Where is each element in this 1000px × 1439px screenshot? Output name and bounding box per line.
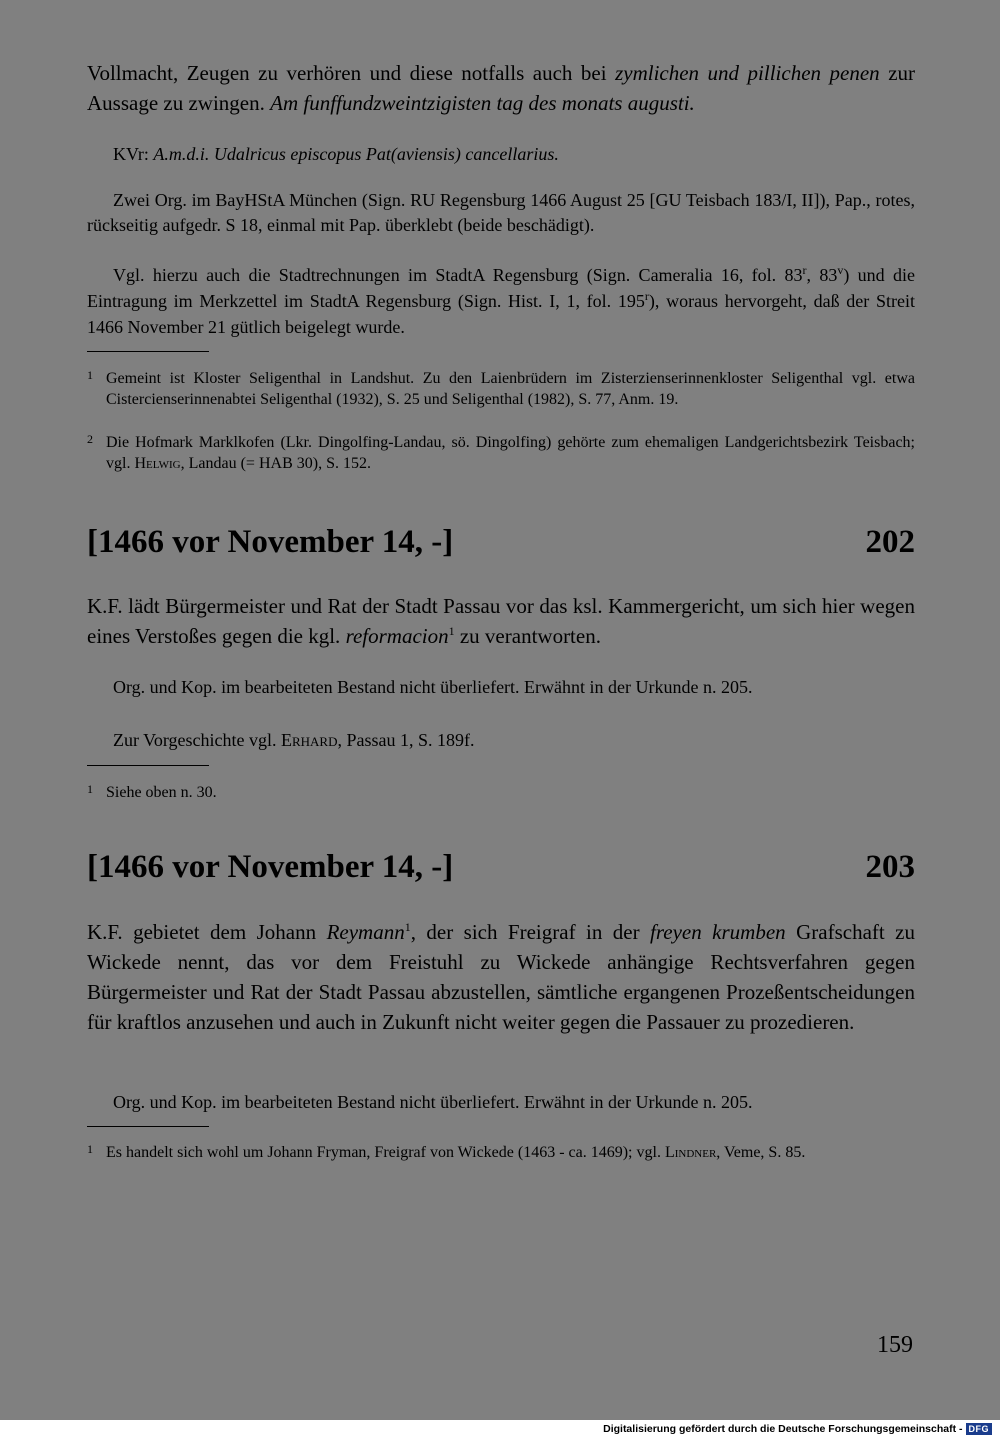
text-run: zymlichen und pillichen penen (615, 61, 880, 85)
text-run: Es handelt sich wohl um Johann Fryman, Freigraf von Wickede (1463 - ca. 1469); vgl. (106, 1144, 665, 1161)
footnote-number: 1 (87, 368, 93, 382)
entry-203-tradition: Org. und Kop. im bearbeiteten Bestand nicht überliefert. Erwähnt in der Urkunde n. 205. (113, 1092, 753, 1112)
kvr-line (87, 142, 915, 166)
entry-date: [1466 vor November 14, -] (87, 524, 454, 560)
text-run: reformacion (345, 624, 449, 648)
text-run: , der sich Freigraf in der (410, 920, 651, 944)
footnote-1 (87, 368, 915, 410)
entry-heading-203 (87, 847, 915, 887)
footnote-rule (87, 765, 209, 766)
text-run: K.F. gebietet dem Johann (87, 920, 327, 944)
text-run: , Passau 1, S. 189f. (337, 730, 475, 750)
entry-203-regest (87, 917, 915, 1037)
footnote-rule (87, 351, 209, 352)
entry-number: 202 (865, 524, 915, 560)
text-run: Die Hofmark Marklkofen (Lkr. Dingolfing-Landau, sö. Dingolfing) gehörte zum ehemaligen Landgerichtsbezirk Teisbach; vgl. (106, 434, 915, 472)
text-run: , Veme, S. 85. (716, 1144, 806, 1161)
text-run: ), woraus hervorgeht, daß der Streit 1466 November 21 gütlich beigelegt wurde. (87, 291, 915, 337)
footnote-203-1 (87, 1142, 915, 1163)
entry-202-literature (87, 728, 915, 752)
footnote-number: 2 (87, 432, 93, 446)
text-run: Vollmacht, Zeugen zu verhören und diese notfalls auch bei (87, 61, 616, 85)
footnote-202-1 (87, 782, 915, 803)
page-number: 159 (877, 1332, 913, 1358)
text-run: Am funffundzweintzigisten tag des monats augusti. (270, 91, 695, 115)
entry-heading-202 (87, 522, 915, 562)
footnote-text: Siehe oben n. 30. (106, 784, 217, 801)
superscript: r (802, 263, 807, 277)
text-run: K.F. lädt Bürgermeister und Rat der Stadt Passau vor das ksl. Kammergericht, um sich hier wegen eines Verstoßes gegen die kgl. (87, 594, 915, 648)
text-run: zur Aussage zu zwingen. (87, 61, 916, 115)
footnote-text: Gemeint ist Kloster Seligenthal in Landshut. Zu den Laienbrüdern im Zisterzienserinnenkloster Seligenthal vgl. etwa Cistercienserinnenabtei Seligenthal (1932), S. 25 und Seligenthal (1982), S. 77, Anm. 19. (106, 370, 915, 408)
entry-202-tradition: Org. und Kop. im bearbeiteten Bestand nicht überliefert. Erwähnt in der Urkunde n. 205. (113, 677, 753, 697)
footnote-number: 1 (87, 1142, 93, 1156)
text-run: A.m.d.i. Udalricus episcopus Pat(aviensis) cancellarius. (153, 144, 559, 164)
text-run: zu verantworten. (454, 624, 601, 648)
text-run: freyen krumben (650, 920, 786, 944)
text-run: Vgl. hierzu auch die Stadtrechnungen im StadtA Regensburg (Sign. Cameralia 16, fol. 83 (113, 265, 803, 285)
entry-202-regest (87, 591, 915, 651)
text-run: , 83 (806, 265, 838, 285)
author-name: Helwig (134, 455, 181, 472)
author-name: Erhard (280, 730, 338, 750)
text-run: ) und die Eintragung im Merkzettel im StadtA Regensburg (Sign. Hist. I, 1, fol. 195 (87, 265, 916, 311)
archive-note: Zwei Org. im BayHStA München (Sign. RU Regensburg 1466 August 25 [GU Teisbach 183/I, II]), Pap., rotes, rückseitig aufgedr. S 18, einmal mit Pap. überklebt (beide beschädigt). (87, 190, 915, 235)
credit-text: Digitalisierung gefördert durch die Deutsche Forschungsgemeinschaft - (603, 1423, 963, 1435)
intro-paragraph (87, 58, 915, 118)
text-run: KVr: (113, 144, 154, 164)
text-run: , Landau (= HAB 30), S. 152. (180, 455, 371, 472)
footnote-number: 1 (87, 782, 93, 796)
author-name: Lindner (664, 1144, 717, 1161)
reference-note (87, 262, 915, 340)
dfg-logo-icon: DFG (966, 1423, 993, 1435)
superscript: r (644, 289, 649, 303)
footnote-rule (87, 1126, 209, 1127)
superscript: 1 (448, 624, 455, 638)
footnote-2 (87, 432, 915, 474)
text-run: Grafschaft zu Wickede nennt, das vor dem Freistuhl zu Wickede anhängige Rechtsverfahren gegen Bürgermeister und Rat der Stadt Passau abzustellen, sämtliche ergangenen Prozeßentscheidungen für kraftlos anzusehen und auch in Zukunft nicht weiter gegen die Passauer zu prozedieren. (87, 920, 915, 1034)
digitization-credit (603, 1423, 992, 1435)
entry-number: 203 (865, 849, 915, 885)
superscript: v (837, 263, 844, 277)
superscript: 1 (404, 920, 411, 934)
text-run: Zur Vorgeschichte vgl. (113, 730, 281, 750)
text-run: Reymann (326, 920, 405, 944)
entry-date: [1466 vor November 14, -] (87, 849, 454, 885)
